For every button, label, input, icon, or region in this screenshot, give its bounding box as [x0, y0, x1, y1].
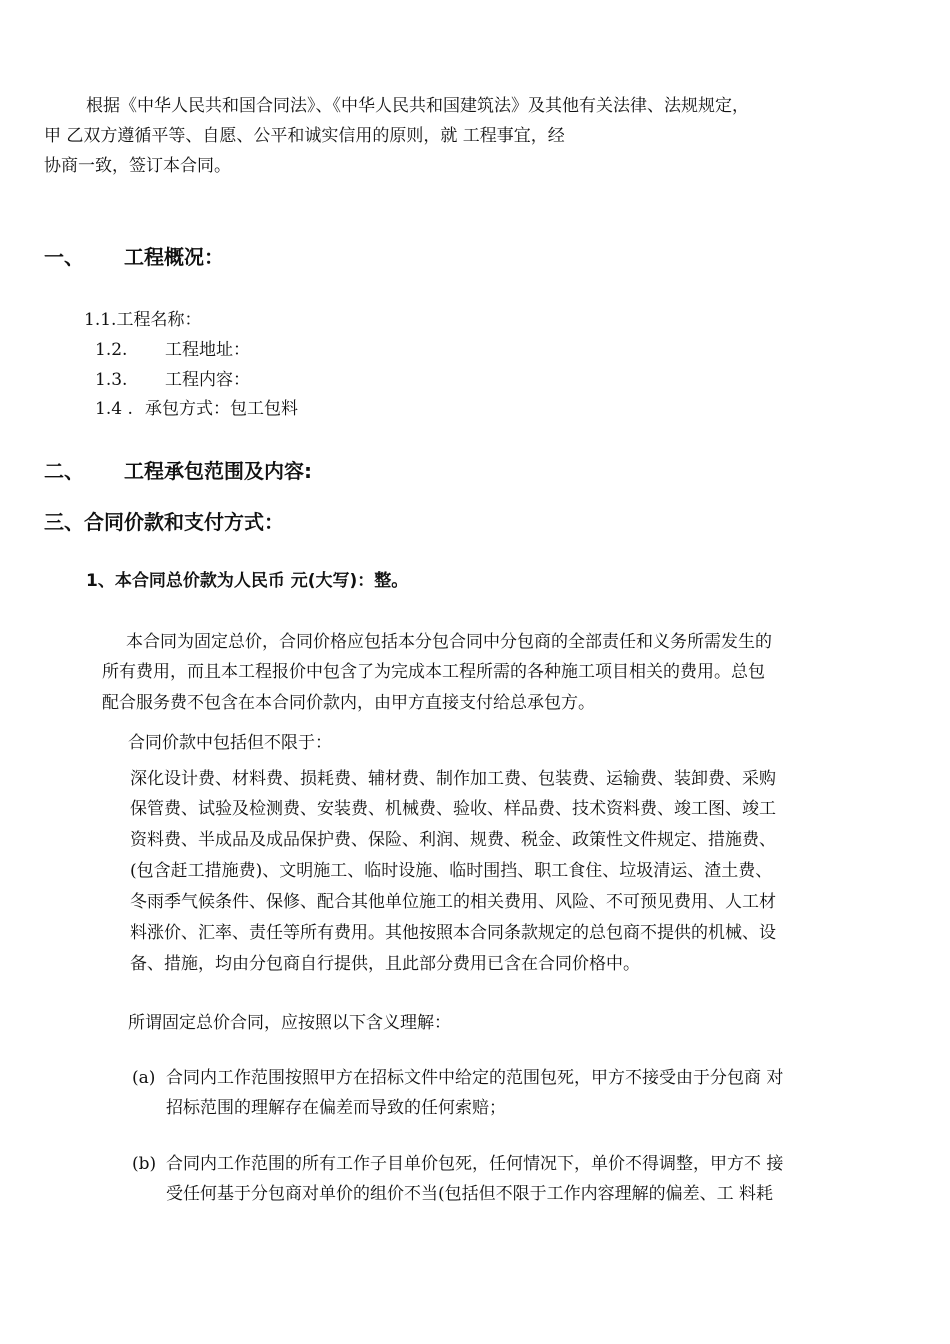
item-text: 工程地址：: [165, 340, 250, 360]
intro-line-2: 甲 乙双方遵循平等、自愿、公平和诚实信用的原则，就 工程事宜，经: [44, 126, 565, 146]
para-3-line-7: 备、措施，均由分包商自行提供，且此部分费用已含在合同价格中。: [130, 954, 640, 974]
section-2-title: 工程承包范围及内容:: [124, 459, 312, 483]
item-number: 1.1.: [84, 310, 117, 330]
item-b-line-1: [132, 1153, 783, 1175]
para-3-line-4: (包含赶工措施费)、文明施工、临时设施、临时围挡、职工食住、垃圾清运、渣土费、: [130, 861, 773, 881]
para-3-line-2: 保管费、试验及检测费、安装费、机械费、验收、样品费、技术资料费、竣工图、竣工: [130, 799, 776, 819]
para-4: 所谓固定总价合同，应按照以下含义理解：: [128, 1013, 451, 1033]
item-1-4: [95, 398, 298, 420]
item-text: 工程名称：: [116, 310, 202, 330]
item-a-line-2: 招标范围的理解存在偏差而导致的任何索赔；: [166, 1098, 506, 1118]
para-1-line-2: 所有费用，而且本工程报价中包含了为完成本工程所需的各种施工项目相关的费用。总包: [102, 662, 765, 682]
section-3-sub-1: 1、本合同总价款为人民币 元(大写)：整。: [86, 571, 409, 591]
item-number: 1.4 .: [95, 399, 133, 419]
para-3-line-5: 冬雨季气候条件、保修、配合其他单位施工的相关费用、风险、不可预见费用、人工材: [130, 892, 776, 912]
para-3-line-1: 深化设计费、材料费、损耗费、辅材费、制作加工费、包装费、运输费、装卸费、采购: [130, 769, 776, 789]
item-a-text-1: 合同内工作范围按照甲方在招标文件中给定的范围包死，甲方不接受由于分包商 对: [166, 1068, 784, 1088]
para-1-line-1: 本合同为固定总价，合同价格应包括本分包合同中分包商的全部责任和义务所需发生的: [126, 632, 772, 652]
section-1-number: 一、: [44, 245, 84, 269]
section-2-number: 二、: [44, 459, 84, 483]
item-b-line-2: 受任何基于分包商对单价的组价不当(包括但不限于工作内容理解的偏差、工 料耗: [166, 1184, 774, 1204]
item-1-3: [95, 369, 250, 391]
item-a-mark: (a): [132, 1068, 156, 1088]
item-1-2: [95, 339, 250, 361]
para-1-line-3: 配合服务费不包含在本合同价款内，由甲方直接支付给总承包方。: [102, 693, 595, 713]
item-b-mark: (b): [132, 1154, 157, 1174]
item-number: 1.2.: [95, 340, 128, 360]
item-number: 1.3.: [95, 370, 128, 390]
section-1-title: 工程概况：: [124, 245, 224, 269]
item-1-1: [84, 309, 201, 331]
item-a-line-1: [132, 1067, 783, 1089]
intro-line-3: 协商一致，签订本合同。: [44, 156, 231, 176]
item-text: 工程内容：: [165, 370, 250, 390]
intro-line-1: 根据《中华人民共和国合同法》、《中华人民共和国建筑法》及其他有关法律、法规规定，: [86, 96, 749, 116]
item-text: 承包方式：包工包料: [145, 399, 298, 419]
para-3-line-3: 资料费、半成品及成品保护费、保险、利润、规费、税金、政策性文件规定、措施费、: [130, 830, 776, 850]
item-b-text-1: 合同内工作范围的所有工作子目单价包死，任何情况下，单价不得调整，甲方不 接: [166, 1154, 784, 1174]
para-3-line-6: 料涨价、汇率、责任等所有费用。其他按照本合同条款规定的总包商不提供的机械、设: [130, 923, 776, 943]
para-2: 合同价款中包括但不限于：: [128, 733, 332, 753]
section-3-title: 三、合同价款和支付方式：: [44, 510, 284, 534]
